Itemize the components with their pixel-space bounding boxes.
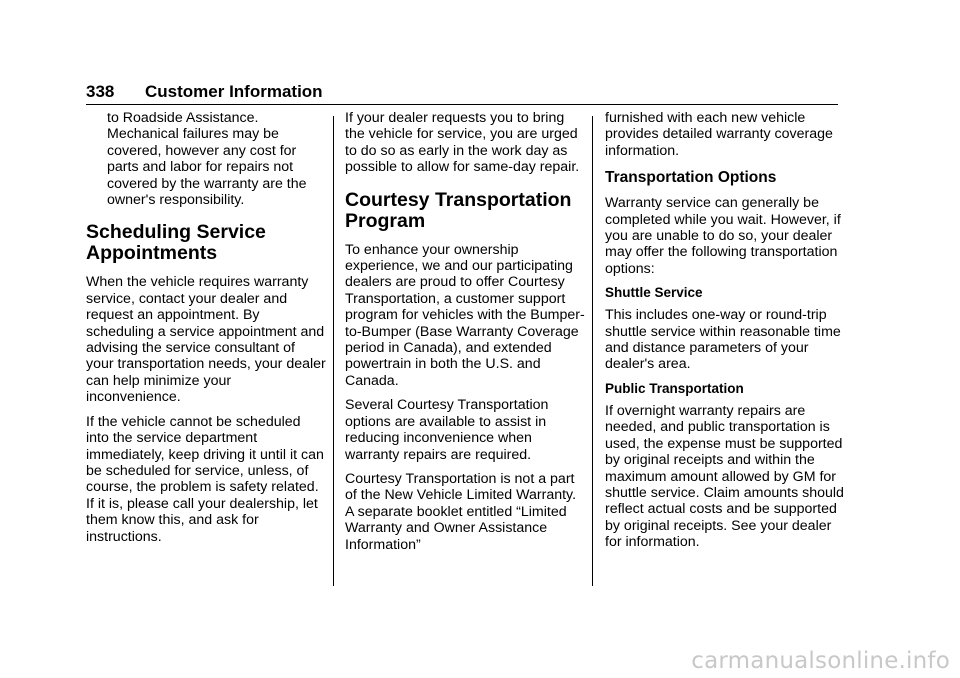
subheading-public-transportation: Public Transportation [605,380,744,396]
heading-courtesy-transportation-program [345,190,585,232]
paragraph: When the vehicle requires warranty service, contact your dealer and request an appointment. By scheduling a service appointment and advising the service consultant of your transportation needs, your dealer can help minimize your inconvenience. [86,274,326,406]
subheading-shuttle-service: Shuttle Service [605,285,703,301]
paragraph: If overnight warranty repairs are needed, and public transportation is used, the expense must be supported by original receipts and within the maximum amount allowed by GM for shuttle service. Claim amounts should reflect actual costs and be supported by original receipts. See your dealer for information. [605,402,844,551]
paragraph: Warranty service can generally be completed while you wait. However, if you are unable to do so, your dealer may offer the following transportation options: [605,195,841,277]
column-3 [605,110,845,559]
heading-line: Program [345,209,426,232]
heading-line: Appointments [86,242,218,265]
paragraph: This includes one-way or round-trip shuttle service within reasonable time and distance parameters of your dealer's area. [605,307,841,373]
section-title: Customer Information [145,82,323,101]
page-header [86,80,838,106]
heading-scheduling-service-appointments [86,222,326,264]
column-divider [333,116,334,586]
watermark: carmanualsonline.info [691,648,950,674]
paragraph: If the vehicle cannot be scheduled into the service department immediately, keep driving it until it can be scheduled for service, unless, of course, the problem is safety related. If it is, please call your dealership, let them know this, and ask for instructions. [86,413,324,545]
paragraph: Courtesy Transportation is not a part of the New Vehicle Limited Warranty. A separate booklet entitled “Limited Warranty and Owner Assistance Information” [345,470,577,553]
paragraph: Several Courtesy Transportation options are available to assist in reducing inconvenience when warranty repairs are required. [345,397,549,463]
heading-line: Courtesy Transportation [345,188,572,211]
page-number: 338 [86,82,115,101]
column-2 [345,110,585,561]
heading-transportation-options: Transportation Options [605,169,777,187]
header-rule [86,104,838,105]
heading-line: Scheduling Service [86,221,266,244]
paragraph: If your dealer requests you to bring the vehicle for service, you are urged to do so as early in the work day as possible to allow for same-day repair. [345,110,580,176]
column-divider [592,116,593,586]
continued-paragraph: to Roadside Assistance. Mechanical failures may be covered, however any cost for parts and labor for repairs not covered by the warranty are the owner's responsibility. [107,110,307,209]
paragraph: To enhance your ownership experience, we and our participating dealers are proud to offer Courtesy Transportation, a customer support program for vehicles with the Bumper-to-Bumper (Base Warranty Coverage period in Canada), and extended powertrain in both the U.S. and Canada. [345,241,585,389]
paragraph: furnished with each new vehicle provides detailed warranty coverage information. [605,110,833,159]
column-1 [86,110,326,553]
